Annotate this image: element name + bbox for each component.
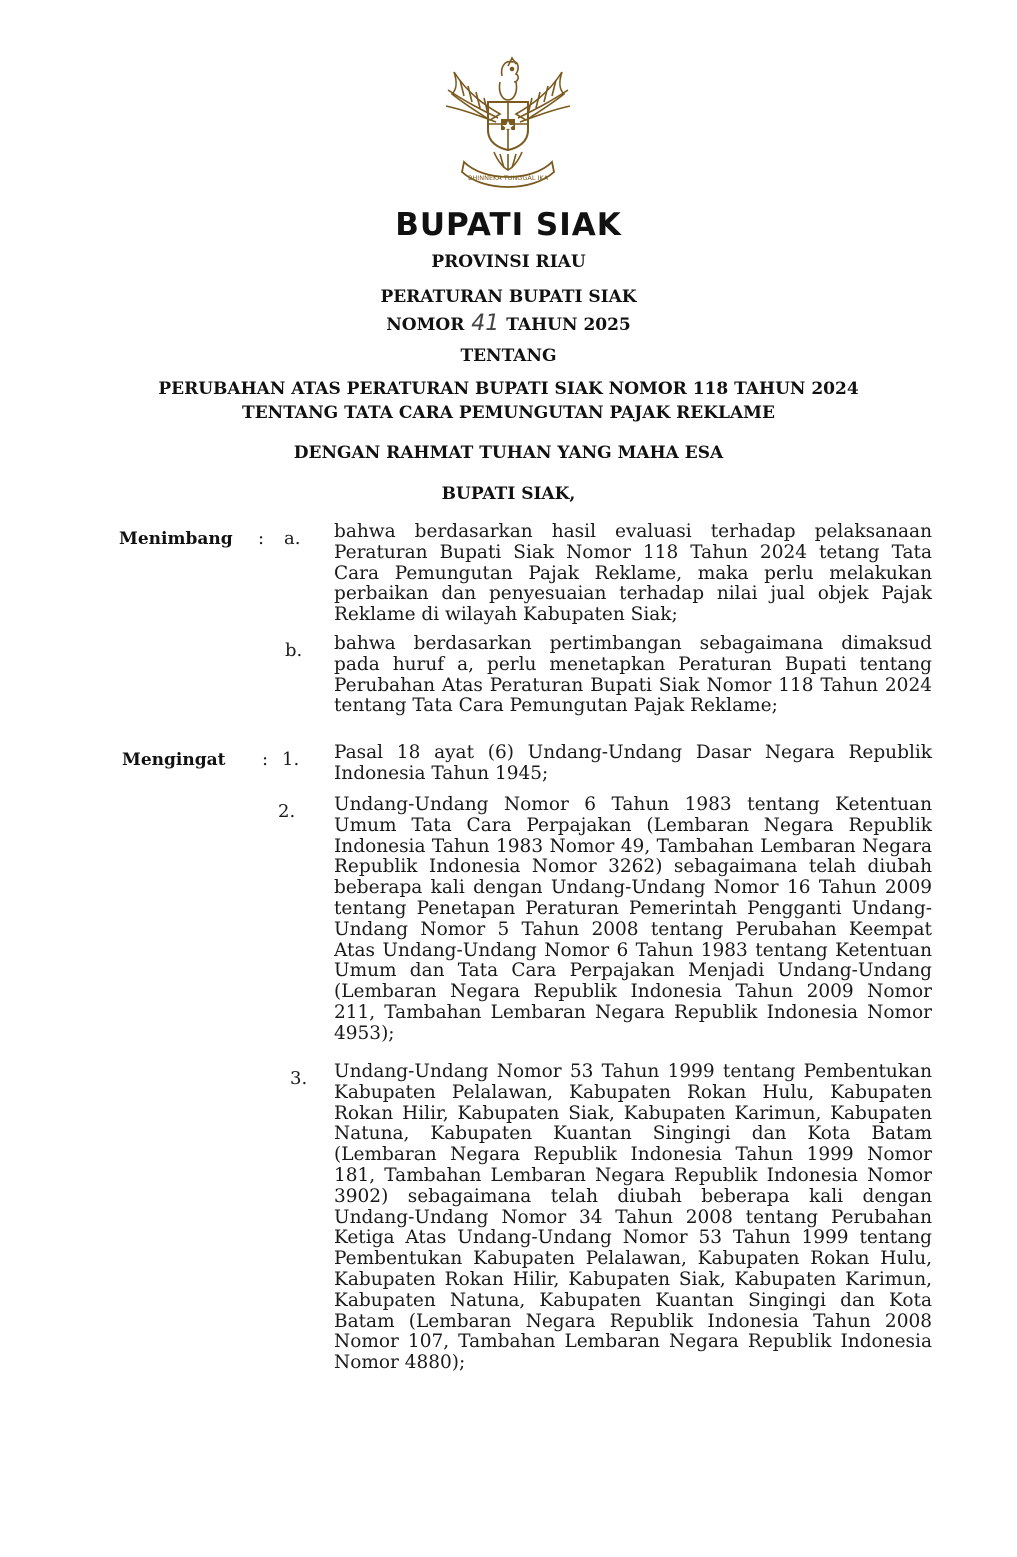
number-prefix: NOMOR <box>386 315 465 335</box>
regulation-title: PERATURAN BUPATI SIAK <box>380 287 637 307</box>
menimbang-marker-a: a. <box>284 528 301 549</box>
emblem-motto: BHINNEKA TUNGGAL IKA <box>467 174 549 182</box>
menimbang-item-b: bahwa berdasarkan pertimbangan sebagaimana dimaksud pada huruf a, perlu menetapkan Peraturan Bupati tentang Perubahan Atas Peraturan Bupati Siak Nomor 118 Tahun 2024 tentang Tata Cara Pemungutan Pajak Reklame; <box>334 633 932 717</box>
mengingat-colon: : <box>262 749 269 770</box>
tentang-heading: TENTANG <box>460 346 557 366</box>
mengingat-marker-2: 2. <box>278 801 296 822</box>
regulation-number <box>0 311 1017 336</box>
document-title: BUPATI SIAK <box>395 207 622 243</box>
bupati-line: BUPATI SIAK, <box>441 484 576 504</box>
mengingat-label: Mengingat <box>122 750 226 770</box>
menimbang-item-a: bahwa berdasarkan hasil evaluasi terhadap pelaksanaan Peraturan Bupati Siak Nomor 118 Tahun 2024 tetang Tata Cara Pemungutan Pajak Reklame, maka perlu melakukan perbaikan dan penyesuaian terhadap nilai jual objek Pajak Reklame di wilayah Kabupaten Siak; <box>334 521 932 626</box>
mengingat-marker-3: 3. <box>290 1068 308 1089</box>
mengingat-item-2: Undang-Undang Nomor 6 Tahun 1983 tentang Ketentuan Umum Tata Cara Perpajakan (Lembaran Negara Republik Indonesia Tahun 1983 Nomor 49, Tambahan Lembaran Negara Republik Indonesia Nomor 3262) sebagaimana telah diubah beberapa kali dengan Undang-Undang Nomor 16 Tahun 2009 tentang Penetapan Peraturan Pemerintah Pengganti Undang-Undang Nomor 5 Tahun 2008 tentang Perubahan Keempat Atas Undang-Undang Nomor 6 Tahun 1983 tentang Ketentuan Umum dan Tata Cara Perpajakan Menjadi Undang-Undang (Lembaran Negara Republik Indonesia Tahun 2009 Nomor 211, Tambahan Lembaran Negara Republik Indonesia Nomor 4953); <box>334 794 932 1044</box>
rahmat-line: DENGAN RAHMAT TUHAN YANG MAHA ESA <box>293 443 724 463</box>
subject-line-1: PERUBAHAN ATAS PERATURAN BUPATI SIAK NOMOR 118 TAHUN 2024 <box>158 379 859 399</box>
menimbang-marker-b: b. <box>285 640 303 661</box>
mengingat-item-3: Undang-Undang Nomor 53 Tahun 1999 tentang Pembentukan Kabupaten Pelalawan, Kabupaten Rokan Hulu, Kabupaten Rokan Hilir, Kabupaten Siak, Kabupaten Karimun, Kabupaten Natuna, Kabupaten Kuantan Singingi dan Kota Batam (Lembaran Negara Republik Indonesia Tahun 1999 Nomor 181, Tambahan Lembaran Negara Republik Indonesia Nomor 3902) sebagaimana telah diubah beberapa kali dengan Undang-Undang Nomor 34 Tahun 2008 tentang Perubahan Ketiga Atas Undang-Undang Nomor 53 Tahun 1999 tentang Pembentukan Kabupaten Pelalawan, Kabupaten Rokan Hulu, Kabupaten Rokan Hilir, Kabupaten Siak, Kabupaten Karimun, Kabupaten Natuna, Kabupaten Kuantan Singingi dan Kota Batam (Lembaran Negara Republik Indonesia Tahun 2008 Nomor 107, Tambahan Lembaran Negara Republik Indonesia Nomor 4880); <box>334 1061 932 1374</box>
mengingat-marker-1: 1. <box>282 749 300 770</box>
number-suffix: TAHUN 2025 <box>506 315 631 335</box>
garuda-emblem-icon <box>428 36 588 196</box>
mengingat-item-1: Pasal 18 ayat (6) Undang-Undang Dasar Negara Republik Indonesia Tahun 1945; <box>334 742 932 784</box>
menimbang-colon: : <box>258 528 265 549</box>
subject-line-2: TENTANG TATA CARA PEMUNGUTAN PAJAK REKLAME <box>242 403 775 423</box>
menimbang-label: Menimbang <box>119 529 233 549</box>
province-name: PROVINSI RIAU <box>431 252 586 272</box>
handwritten-number: 41 <box>471 311 500 336</box>
